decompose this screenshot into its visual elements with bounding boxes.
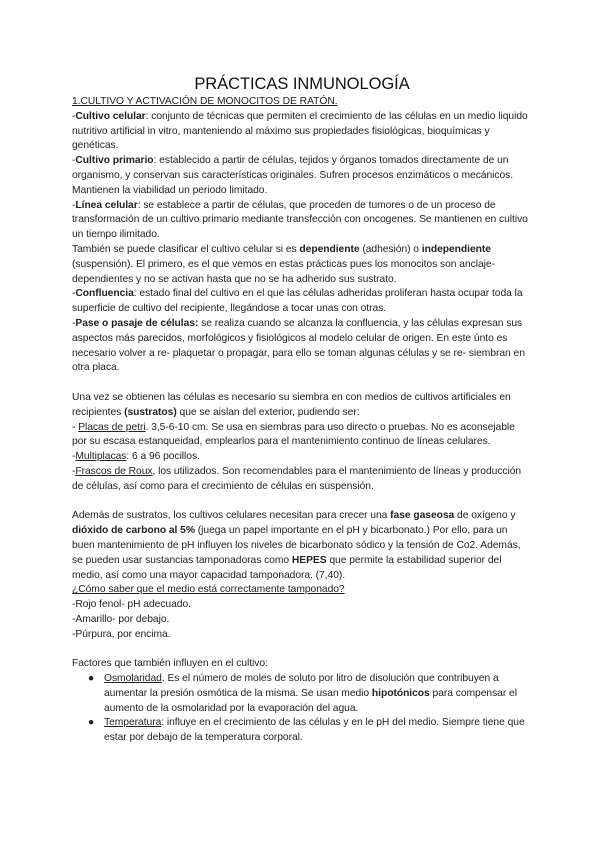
paragraph-confluencia: -Confluencia: estado final del cultivo en el que las células adheridas proliferan hasta ocupar toda la superficie de cultivo del recipiente, llegándose a tocar unas con otras. bbox=[72, 288, 523, 315]
term-dioxido-carbono: dióxido de carbono al 5% bbox=[72, 525, 195, 537]
list-line-rojo: -Rojo fenol- pH adecuado. bbox=[72, 599, 191, 611]
paragraph-multiplacas: -Multiplacas: 6 a 96 pocillos. bbox=[72, 451, 200, 463]
document-title: PRÁCTICAS INMUNOLOGÍA bbox=[194, 75, 410, 93]
term-independiente: independiente bbox=[421, 243, 491, 255]
list-line-purpura: -Púrpura, por encima. bbox=[72, 628, 171, 640]
paragraph-cultivo-primario: -Cultivo primario: establecido a partir de células, tejidos y órganos tomados directamente de un organismo, y conservan sus características originales. Sufren procesos enzimáticos o mecánicos. Mantienen la viabilidad un periodo limitado. bbox=[72, 155, 514, 196]
paragraph-clasificacion: También se puede clasificar el cultivo celular si es dependiente (adhesión) o independiente (suspensión). El primero, es el que vemos en estas prácticas pues los monocitos son anclaje- dependientes y no se activan hasta que no se ha adherido sus sustrato. bbox=[72, 243, 495, 285]
list-line-amarillo: -Amarillo- por debajo. bbox=[72, 613, 170, 625]
term-temperatura: Temperatura bbox=[104, 717, 162, 729]
list-item-temperatura: ● Temperatura: influye en el crecimiento de las células y en le pH del medio. Siempre tiene que estar por debajo de la temperatura corporal. bbox=[88, 717, 525, 744]
term-frascos-roux: Frascos de Roux bbox=[75, 465, 153, 477]
term-hipotonicos: hipotónicos bbox=[371, 687, 430, 699]
paragraph-pase: -Pase o pasaje de células: se realiza cuando se alcanza la confluencia, y las células expresan sus aspectos más parecidos, morfológicos y fisiológicos al modelo celular de origen. En este únto es necesario volver a re- plaquetar o propagar, para ello se toman algunas células y se re- siembran en otra placa. bbox=[72, 317, 525, 374]
spacer bbox=[72, 642, 532, 657]
term-multiplacas: Multiplacas bbox=[75, 451, 127, 463]
bullet-icon: ● bbox=[88, 717, 95, 729]
paragraph-linea-celular: -Línea celular: se establece a partir de células, que proceden de tumores o de un proceso de transformación de un cultivo primario mediante transfección con oncogenes. Se mantienen en cultivo un tiempo ilimitado. bbox=[72, 199, 528, 241]
paragraph-sustratos: Una vez se obtienen las células es necesario su siembra en con medios de cultivos artificiales en recipientes (sustratos) que se aislan del exterior, pudiendo ser: bbox=[72, 391, 511, 418]
term-osmolaridad: Osmolaridad bbox=[104, 673, 162, 685]
paragraph-factores: Factores que también influyen en el cultivo: bbox=[72, 658, 268, 670]
paragraph-fase-gaseosa: Además de sustratos, los cultivos celulares necesitan para crecer una fase gaseosa de oxígeno y dióxido de carbono al 5% (juega un papel importante en el pH y bicarbonato.) Por ello, para un buen mantenimiento de pH influyen los niveles de bicarbonato sódico y la tensión de Co2. Además, se pueden usar sustancias tamponadoras como HEPES que permite la estabilidad superior del medio, así como una mayor capacidad tamponadora. (7,40). bbox=[72, 510, 521, 581]
section-heading: 1.CULTIVO Y ACTIVACIÓN DE MONOCITOS DE RATÓN. bbox=[72, 96, 338, 107]
document-page bbox=[72, 74, 532, 746]
paragraph-frascos-roux: -Frascos de Roux, los utilizados. Son recomendables para el mantenimiento de líneas y producción de células, así como para el crecimiento de células en suspensión. bbox=[72, 465, 522, 492]
question-tamponado: ¿Cómo saber que el medio está correctamente tamponado? bbox=[72, 584, 345, 596]
factors-list bbox=[72, 672, 532, 746]
term-pase: Pase o pasaje de células: bbox=[75, 317, 199, 329]
term-hepes: HEPES bbox=[291, 554, 327, 566]
paragraph-placas-petri: - Placas de petri. 3,5-6-10 cm. Se usa en siembras para uso directo o pruebas. No es aconsejable por su escasa estanqueidad, emplearlos para el mantenimiento continuo de líneas celulares. bbox=[72, 421, 515, 448]
bullet-icon: ● bbox=[88, 673, 95, 685]
term-confluencia: Confluencia bbox=[75, 288, 134, 300]
term-placas-petri: Placas de petri bbox=[78, 421, 146, 433]
term-linea-celular: Línea celular bbox=[75, 199, 138, 211]
spacer bbox=[72, 376, 532, 391]
term-cultivo-primario: Cultivo primario bbox=[75, 155, 154, 167]
paragraph-cultivo-celular: -Cultivo celular: conjunto de técnicas que permiten el crecimiento de las células en un medio liquido nutritivo artificial in vitro, manteniendo al máximo sus propiedades fisiológicas, bioquímicas y genéticas. bbox=[72, 110, 528, 152]
spacer bbox=[72, 495, 532, 510]
term-fase-gaseosa: fase gaseosa bbox=[390, 510, 455, 522]
term-dependiente: dependiente bbox=[299, 243, 360, 255]
list-item-osmolaridad: ● Osmolaridad. Es el número de moles de soluto por litro de disolución que contribuyen a aumentar la presión osmótica de la misma. Se usan medio hipotónicos para compensar el aumento de la osmolaridad por la evaporación del agua. bbox=[88, 673, 517, 714]
term-cultivo-celular: Cultivo celular bbox=[75, 110, 146, 122]
term-sustratos: (sustratos) bbox=[124, 406, 177, 418]
